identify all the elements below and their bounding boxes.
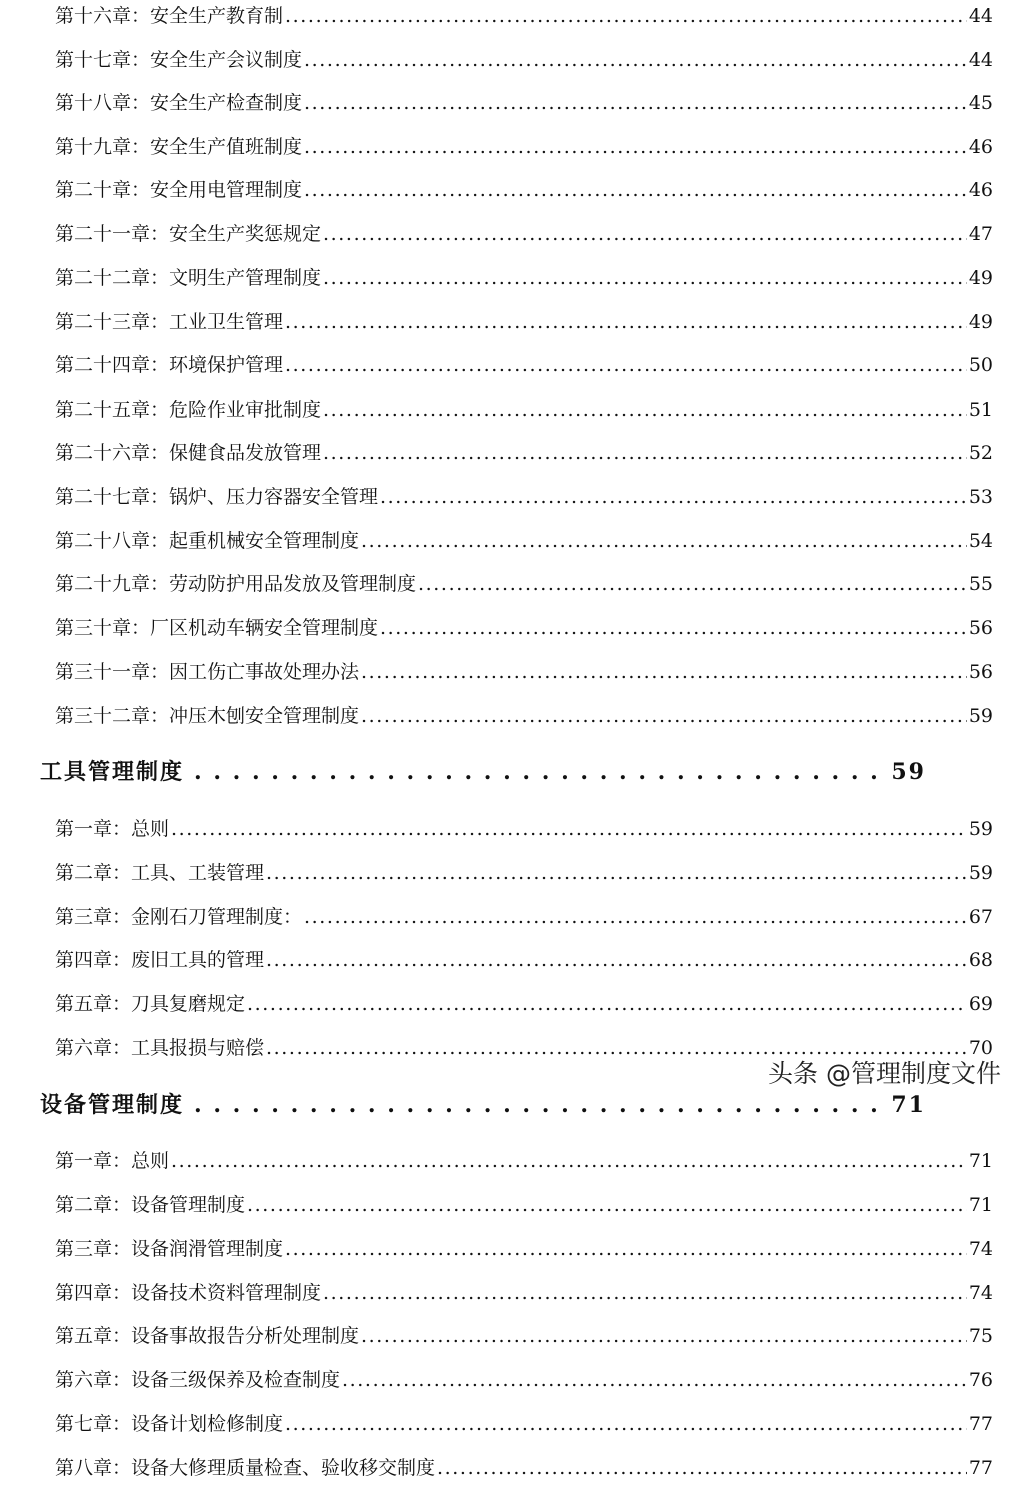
toc-title: 第二章：工具、工装管理 [55, 862, 265, 884]
watermark: 头条 @管理制度文件 [768, 1059, 1001, 1088]
toc-entry[interactable] [55, 485, 993, 509]
toc-page-number: 77 [968, 1413, 993, 1435]
dot-leader [171, 1149, 967, 1173]
toc-entry[interactable] [55, 398, 993, 422]
dot-leader [304, 178, 967, 202]
toc-page-number: 68 [968, 949, 993, 971]
dot-leader [323, 398, 967, 422]
toc-title: 第二十六章：保健食品发放管理 [55, 442, 322, 464]
toc-title: 第二章：设备管理制度 [55, 1194, 246, 1216]
toc-title: 工具管理制度 [40, 759, 185, 785]
toc-page-number: 51 [968, 399, 993, 421]
toc-title: 第五章：刀具复磨规定 [55, 993, 246, 1015]
toc-title: 第二十九章：劳动防护用品发放及管理制度 [55, 573, 417, 595]
toc-section-heading[interactable] [40, 756, 926, 788]
dot-leader [323, 1281, 967, 1305]
toc-title: 第一章：总则 [55, 818, 170, 840]
toc-page-number: 71 [968, 1150, 993, 1172]
toc-title: 第二十三章：工业卫生管理 [55, 311, 284, 333]
toc-title: 第二十章：安全用电管理制度 [55, 179, 303, 201]
toc-title: 第三章：设备润滑管理制度 [55, 1238, 284, 1260]
toc-entry[interactable] [55, 817, 993, 841]
dot-leader [171, 817, 967, 841]
dot-leader [323, 266, 967, 290]
toc-title: 第七章：设备计划检修制度 [55, 1413, 284, 1435]
toc-page-number: 49 [968, 267, 993, 289]
toc-page-number: 47 [968, 223, 993, 245]
dot-leader [285, 353, 967, 377]
toc-title: 第十七章：安全生产会议制度 [55, 49, 303, 71]
toc-title: 设备管理制度 [40, 1092, 185, 1118]
toc-title: 第二十四章：环境保护管理 [55, 354, 284, 376]
dot-leader [418, 572, 967, 596]
dot-leader [323, 441, 967, 465]
toc-entry[interactable] [55, 1324, 993, 1348]
toc-page-number: 45 [968, 92, 993, 114]
toc-page-number: 74 [968, 1238, 993, 1260]
toc-title: 第二十一章：安全生产奖惩规定 [55, 223, 322, 245]
toc-entry[interactable] [55, 948, 993, 972]
dot-leader [285, 4, 967, 28]
dot-leader [285, 1237, 967, 1261]
toc-title: 第三十二章：冲压木刨安全管理制度 [55, 705, 360, 727]
dot-leader [361, 529, 967, 553]
toc-page-number: 44 [968, 49, 993, 71]
toc-title: 第十六章：安全生产教育制 [55, 5, 284, 27]
dot-leader [342, 1368, 967, 1392]
toc-page-number: 46 [968, 179, 993, 201]
dot-leader [361, 660, 967, 684]
toc-page-number: 59 [968, 705, 993, 727]
toc-title: 第六章：工具报损与赔偿 [55, 1037, 265, 1059]
toc-entry[interactable] [55, 905, 993, 929]
dot-leader [380, 616, 967, 640]
toc-page-number: 71 [968, 1194, 993, 1216]
toc-page-number: 75 [968, 1325, 993, 1347]
toc-title: 第五章：设备事故报告分析处理制度 [55, 1325, 360, 1347]
toc-title: 第二十五章：危险作业审批制度 [55, 399, 322, 421]
toc-entry[interactable] [55, 178, 993, 202]
toc-entry[interactable] [55, 1281, 993, 1305]
toc-title: 第三章：金刚石刀管理制度： [55, 906, 303, 928]
toc-title: 第二十二章：文明生产管理制度 [55, 267, 322, 289]
toc-entry[interactable] [55, 135, 993, 159]
toc-page-number: 52 [968, 442, 993, 464]
toc-entry[interactable] [55, 310, 993, 334]
toc-page-number: 55 [968, 573, 993, 595]
toc-entry[interactable] [55, 1237, 993, 1261]
toc-page-number: 76 [968, 1369, 993, 1391]
toc-title: 第三十一章：因工伤亡事故处理办法 [55, 661, 360, 683]
toc-page-number: 59 [968, 818, 993, 840]
toc-entry[interactable] [55, 1412, 993, 1436]
toc-entry[interactable] [55, 1149, 993, 1173]
dot-leader [194, 1089, 881, 1121]
dot-leader [304, 48, 967, 72]
toc-section-heading[interactable] [40, 1089, 926, 1121]
toc-title: 第四章：设备技术资料管理制度 [55, 1282, 322, 1304]
toc-page-number: 46 [968, 136, 993, 158]
toc-title: 第二十七章：锅炉、压力容器安全管理 [55, 486, 379, 508]
toc-title: 第六章：设备三级保养及检查制度 [55, 1369, 341, 1391]
toc-title: 第十九章：安全生产值班制度 [55, 136, 303, 158]
toc-entry[interactable] [55, 441, 993, 465]
toc-page-number: 50 [968, 354, 993, 376]
toc-page-number: 44 [968, 5, 993, 27]
toc-entry[interactable] [55, 572, 993, 596]
toc-title: 第一章：总则 [55, 1150, 170, 1172]
toc-page-number: 56 [968, 617, 993, 639]
dot-leader [266, 948, 967, 972]
toc-page-number: 56 [968, 661, 993, 683]
toc-page-number: 59 [968, 862, 993, 884]
toc-entry[interactable] [55, 529, 993, 553]
toc-entry[interactable] [55, 222, 993, 246]
toc-page-number: 71 [891, 1092, 926, 1118]
toc-title: 第三十章：厂区机动车辆安全管理制度 [55, 617, 379, 639]
dot-leader [361, 704, 967, 728]
dot-leader [194, 756, 881, 788]
dot-leader [323, 222, 967, 246]
toc-page-number: 59 [891, 759, 926, 785]
toc-page-number: 77 [968, 1457, 993, 1479]
dot-leader [304, 135, 967, 159]
toc-entry[interactable] [55, 1036, 993, 1060]
dot-leader [304, 91, 967, 115]
dot-leader [247, 992, 967, 1016]
dot-leader [247, 1193, 967, 1217]
toc-page-number: 69 [968, 993, 993, 1015]
toc-page-number: 53 [968, 486, 993, 508]
dot-leader [266, 1036, 967, 1060]
dot-leader [285, 310, 967, 334]
toc-entry[interactable] [55, 4, 993, 28]
dot-leader [380, 485, 967, 509]
toc-entry[interactable] [55, 992, 993, 1016]
toc-page-number: 49 [968, 311, 993, 333]
toc-entry[interactable] [55, 861, 993, 885]
toc-page-number: 54 [968, 530, 993, 552]
toc-page-number: 67 [968, 906, 993, 928]
toc-page-number: 74 [968, 1282, 993, 1304]
toc-entry[interactable] [55, 91, 993, 115]
toc-entry[interactable] [55, 660, 993, 684]
toc-page-number: 70 [968, 1037, 993, 1059]
toc-title: 第十八章：安全生产检查制度 [55, 92, 303, 114]
toc-entry[interactable] [55, 1368, 993, 1392]
toc-entry[interactable] [55, 353, 993, 377]
toc-entry[interactable] [55, 48, 993, 72]
dot-leader [285, 1412, 967, 1436]
toc-entry[interactable] [55, 616, 993, 640]
toc-entry[interactable] [55, 266, 993, 290]
dot-leader [304, 905, 967, 929]
toc-entry[interactable] [55, 1193, 993, 1217]
toc-entry[interactable] [55, 1456, 993, 1480]
dot-leader [266, 861, 967, 885]
toc-title: 第四章：废旧工具的管理 [55, 949, 265, 971]
toc-title: 第二十八章：起重机械安全管理制度 [55, 530, 360, 552]
dot-leader [361, 1324, 967, 1348]
toc-title: 第八章：设备大修理质量检查、验收移交制度 [55, 1457, 436, 1479]
dot-leader [437, 1456, 967, 1480]
toc-entry[interactable] [55, 704, 993, 728]
